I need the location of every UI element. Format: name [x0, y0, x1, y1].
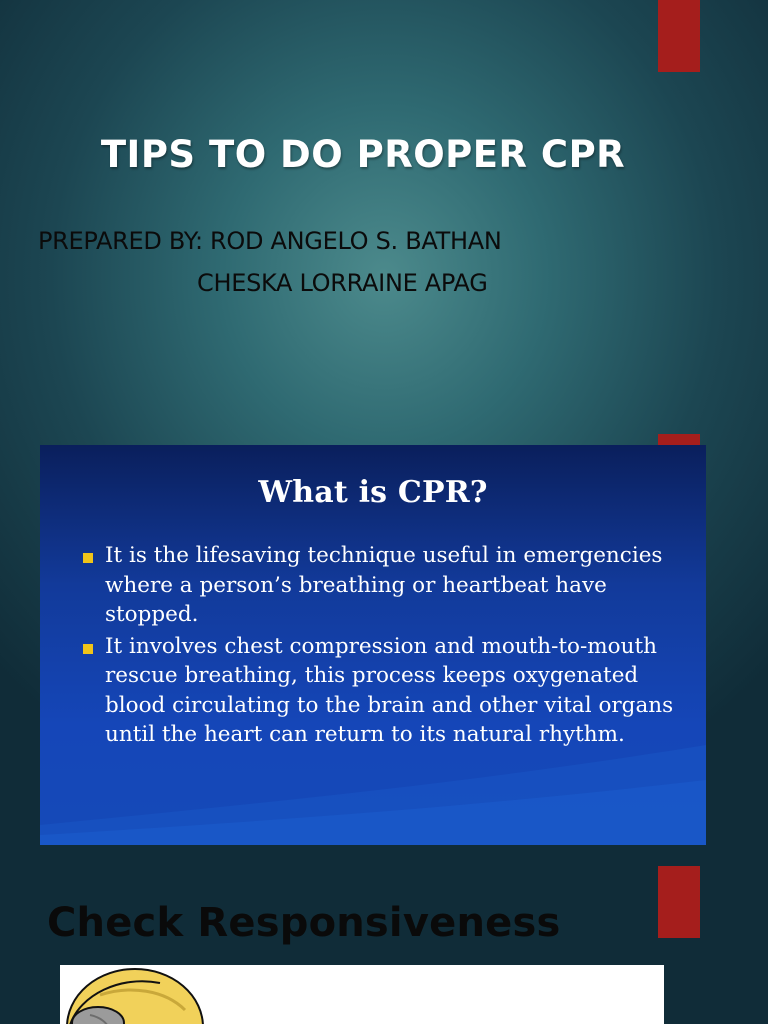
prepared-by-line: PREPARED BY: ROD ANGELO S. BATHAN [38, 227, 502, 255]
section-heading: Check Responsiveness [47, 900, 561, 946]
prepared-by-line: CHESKA LORRAINE APAG [197, 269, 488, 297]
bullet-text: It is the lifesaving technique useful in emergencies where a person’s breathing or heartbeat have stopped. [105, 543, 663, 627]
list-item [80, 541, 680, 630]
square-bullet-icon [83, 644, 93, 654]
head-illustration [60, 965, 664, 1024]
bullet-text: It involves chest compression and mouth-to-mouth rescue breathing, this process keeps oxygenated blood circulating to the brain and other vital organs until the heart can return to its natural rhythm. [105, 633, 674, 747]
bullet-list [80, 541, 680, 752]
slide-title: TIPS TO DO PROPER CPR [100, 133, 626, 176]
responsiveness-illustration [60, 965, 664, 1024]
square-bullet-icon [83, 553, 93, 563]
red-accent-bar [658, 0, 700, 72]
what-is-cpr-slide [40, 445, 706, 845]
list-item [80, 632, 680, 750]
inset-title: What is CPR? [258, 475, 488, 510]
red-accent-bar [658, 866, 700, 938]
